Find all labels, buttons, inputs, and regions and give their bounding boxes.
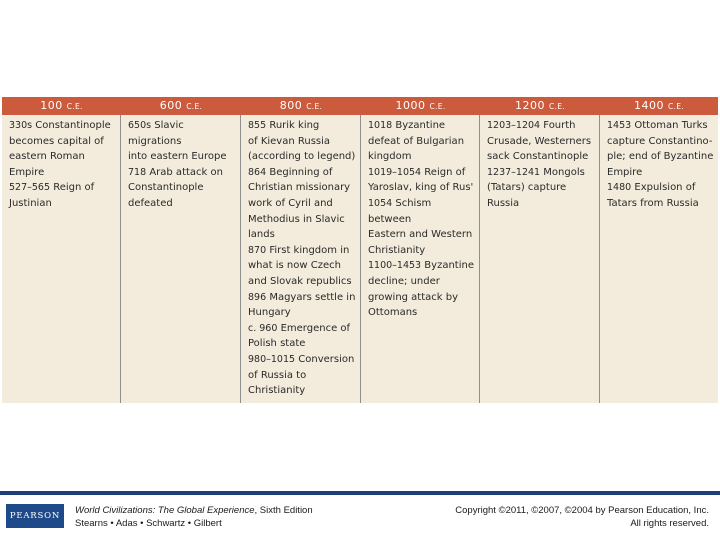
book-authors: Stearns • Adas • Schwartz • Gilbert <box>75 517 222 529</box>
header-1000-ce: 1000 C.E. <box>361 97 480 115</box>
column-1000-ce <box>361 115 480 403</box>
header-600-ce: 600 C.E. <box>121 97 241 115</box>
column-1200-ce <box>480 115 600 403</box>
timeline-entry: 980–1015 Conversion of Russia to Christianity <box>248 353 355 397</box>
timeline-entry: 1203–1204 Fourth Crusade, Westerners sack Constantinople <box>487 120 592 163</box>
column-1400-ce <box>600 115 718 403</box>
header-800-ce: 800 C.E. <box>241 97 361 115</box>
timeline-entry: 650s Slavic migrations into eastern Europe <box>128 120 227 163</box>
timeline-entry: 855 Rurik king of Kievan Russia (according to legend) <box>248 120 356 163</box>
column-600-ce <box>121 115 241 403</box>
footer-rule <box>0 491 720 495</box>
header-1200-ce: 1200 C.E. <box>480 97 600 115</box>
timeline-entry: 330s Constantinople becomes capital of eastern Roman Empire <box>9 120 111 178</box>
timeline-entry: 1480 Expulsion of Tatars from Russia <box>607 182 699 209</box>
timeline-table <box>2 97 718 403</box>
timeline-entry: 870 First kingdom in what is now Czech and Slovak republics <box>248 244 352 287</box>
book-citation <box>75 505 313 530</box>
timeline-entry: 896 Magyars settle in Hungary <box>248 291 356 319</box>
timeline-entry: 527–565 Reign of Justinian <box>9 182 95 209</box>
timeline-entry: 864 Beginning of Christian missionary work of Cyril and Methodius in Slavic lands <box>248 166 351 241</box>
book-title: World Civilizations: The Global Experience <box>75 505 255 516</box>
timeline-entry: 1054 Schism between Eastern and Western Christianity <box>368 197 473 256</box>
copyright-line: Copyright ©2011, ©2007, ©2004 by Pearson Education, Inc. <box>455 505 709 516</box>
column-800-ce <box>241 115 361 403</box>
timeline-entry: 1018 Byzantine defeat of Bulgarian kingdom <box>368 120 465 163</box>
copyright-notice <box>455 505 709 530</box>
pearson-logo: PEARSON <box>6 504 64 528</box>
book-edition: , Sixth Edition <box>254 505 313 516</box>
header-1400-ce: 1400 C.E. <box>600 97 718 115</box>
timeline-entry: 718 Arab attack on Constantinople defeated <box>128 166 223 209</box>
timeline-entry: 1237–1241 Mongols (Tatars) capture Russia <box>487 166 585 209</box>
timeline-entry: c. 960 Emergence of Polish state <box>248 322 351 350</box>
column-100-ce <box>2 115 121 403</box>
timeline-entry: 1019–1054 Reign of Yaroslav, king of Rus' <box>368 166 474 194</box>
rights-line: All rights reserved. <box>630 517 709 529</box>
timeline-entry: 1453 Ottoman Turks capture Constantino- ple; end of Byzantine Empire <box>607 120 714 178</box>
timeline-entry: 1100–1453 Byzantine decline; under growing attack by Ottomans <box>368 260 474 319</box>
header-100-ce: 100 C.E. <box>2 97 121 115</box>
